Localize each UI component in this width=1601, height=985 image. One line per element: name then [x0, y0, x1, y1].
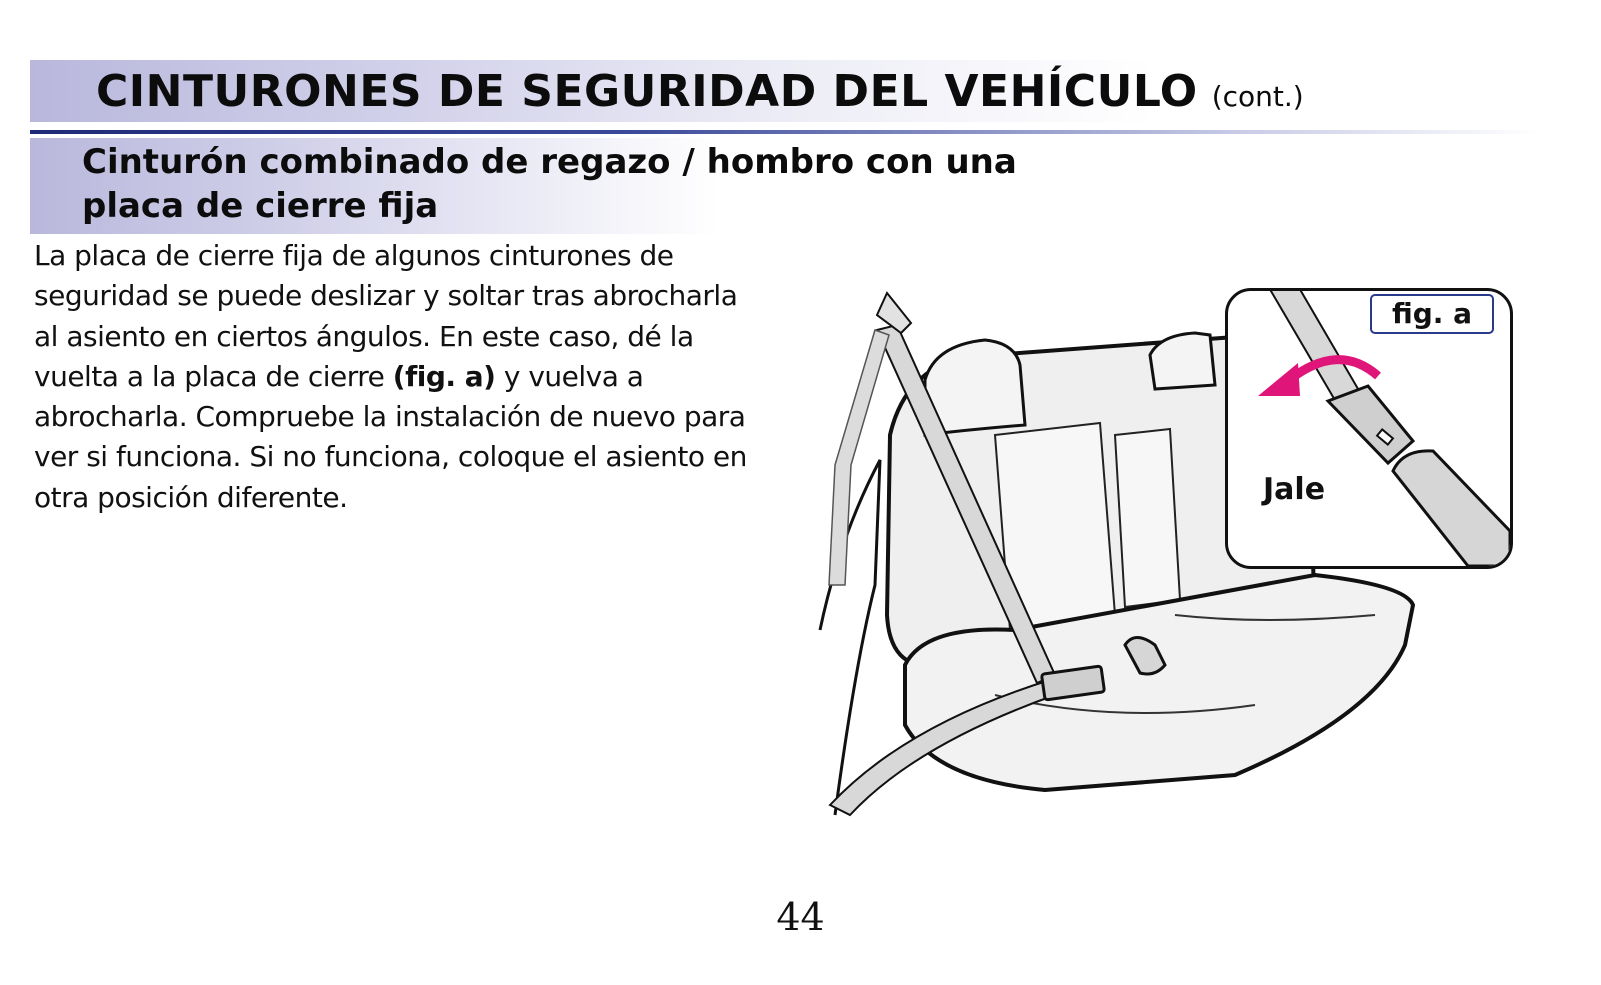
body-text-part-2: y vuelva a abrocharla. Compruebe la instalación de nuevo para ver si funciona. Si no funciona, coloque el asiento en otra posición diferente. — [34, 359, 747, 514]
figure-a-label: fig. a — [1370, 294, 1494, 334]
page-number: 44 — [776, 895, 825, 939]
seat-panel-right — [1115, 429, 1180, 607]
page-title-text: CINTURONES DE SEGURIDAD DEL VEHÍCULO — [96, 66, 1198, 117]
door-edge — [820, 460, 880, 815]
inset-latch-plate — [1328, 386, 1413, 463]
upper-anchor — [877, 293, 911, 333]
body-text-part-1: La placa de cierre fija de algunos cinturones de seguridad se puede deslizar y soltar tras abrocharla al asiento en ciertos ángulos. En este caso, dé la vuelta a la placa de cierre — [34, 239, 738, 393]
title-rule — [30, 130, 1540, 134]
subtitle-line-2: placa de cierre fija — [82, 186, 439, 226]
inset-buckle — [1393, 451, 1510, 566]
figure-reference: (fig. a) — [392, 359, 496, 393]
subtitle-line-1: Cinturón combinado de regazo / hombro con una — [82, 142, 1017, 182]
belt-left-strap — [829, 330, 889, 585]
twist-arrowhead — [1258, 363, 1300, 396]
pull-label: Jale — [1263, 472, 1326, 507]
page-title-suffix: (cont.) — [1211, 80, 1304, 113]
page-title — [96, 64, 1304, 125]
body-paragraph — [34, 236, 764, 518]
section-subtitle — [82, 140, 1102, 228]
